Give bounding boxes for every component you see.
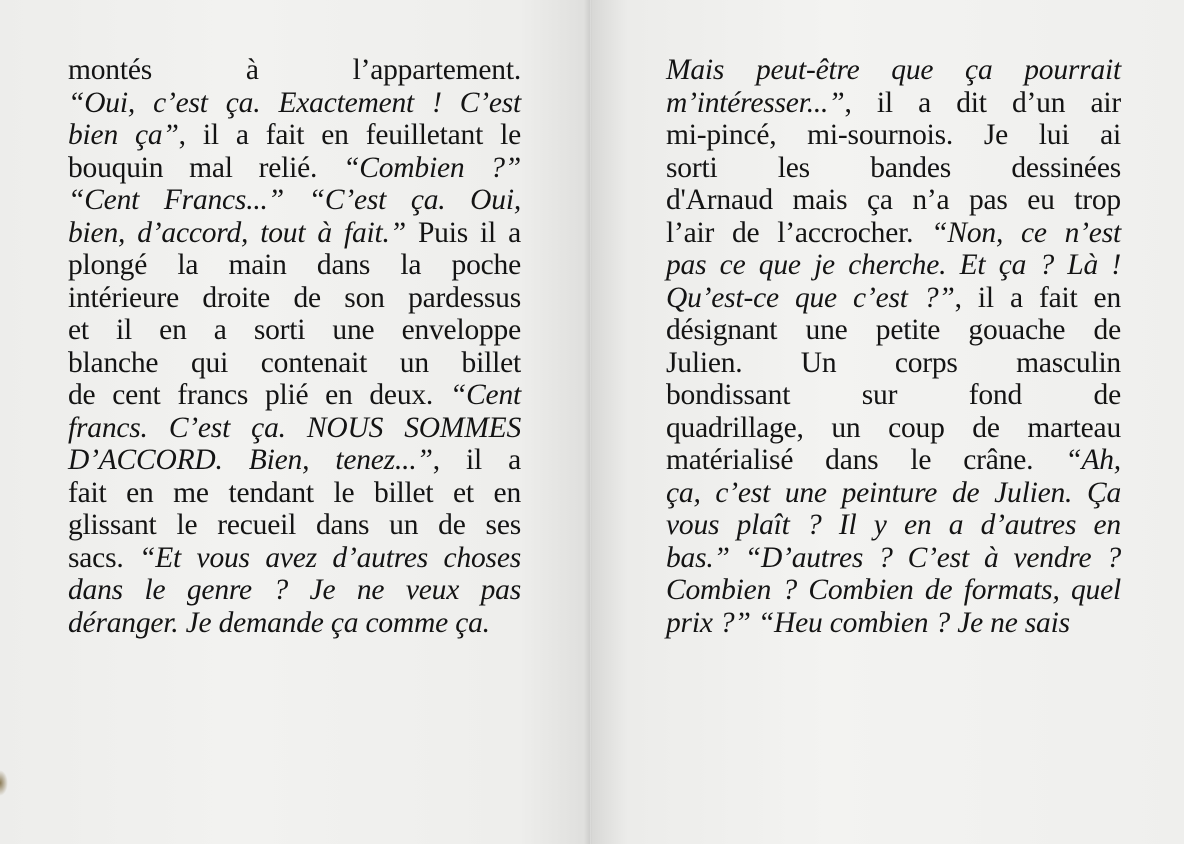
- right-text-line: [666, 509, 1121, 542]
- left-page-text: [68, 54, 521, 639]
- right-text-line: [666, 379, 1121, 412]
- left-text-line: [68, 509, 521, 542]
- text-run: quadrillage, un coup de marteau: [666, 411, 1121, 444]
- left-text-line: [68, 412, 521, 445]
- right-text-line: [666, 314, 1121, 347]
- text-run: montés à l’appartement.: [68, 54, 521, 86]
- right-text-line: [666, 542, 1121, 575]
- text-run: d'Arnaud mais ça n’a pas eu trop: [666, 184, 1121, 216]
- italic-text-run: “Combien ?”: [343, 151, 521, 184]
- right-text-line: [666, 54, 1121, 87]
- italic-text-run: “Cent Francs...” “C’est ça. Oui,: [68, 184, 521, 216]
- right-text-line: [666, 87, 1121, 120]
- italic-text-run: francs. C’est ça. NOUS SOMMES: [68, 411, 521, 444]
- right-page: [592, 0, 1184, 844]
- text-run: , il a: [432, 444, 521, 476]
- right-text-line: [666, 347, 1121, 380]
- right-text-line: [666, 282, 1121, 315]
- right-page-text: [666, 54, 1121, 639]
- left-text-line: [68, 282, 521, 315]
- left-text-line: [68, 542, 521, 575]
- text-run: désignant une petite gouache de: [666, 314, 1121, 346]
- left-text-line: [68, 184, 521, 217]
- text-run: et il en a sorti une enveloppe: [68, 314, 521, 346]
- italic-text-run: déranger. Je demande ça comme ça.: [68, 606, 490, 639]
- text-run: blanche qui contenait un billet: [68, 346, 521, 379]
- left-text-line: [68, 379, 521, 412]
- left-text-line: [68, 574, 521, 607]
- text-run: plongé la main dans la poche: [68, 249, 521, 281]
- italic-text-run: “Oui, c’est ça. Exactement ! C’est: [68, 86, 521, 119]
- left-page: [0, 0, 590, 844]
- text-run: , il a fait en feuilletant le: [178, 119, 521, 151]
- left-text-line: [68, 152, 521, 185]
- text-run: bondissant sur fond de: [666, 379, 1121, 411]
- text-run: , il a fait en: [954, 281, 1121, 314]
- italic-text-run: pas ce que je cherche. Et ça ? Là !: [666, 249, 1121, 281]
- text-run: sorti les bandes dessinées: [666, 151, 1121, 184]
- text-run: sacs.: [68, 541, 140, 574]
- right-text-line: [666, 574, 1121, 607]
- italic-text-run: Combien ? Combien de formats, quel: [666, 574, 1121, 606]
- text-run: , il a dit d’un air: [844, 86, 1121, 119]
- left-text-line: [68, 54, 521, 87]
- right-text-line: [666, 119, 1121, 152]
- right-text-line: [666, 249, 1121, 282]
- text-run: l’air de l’accrocher.: [666, 216, 932, 249]
- italic-text-run: bien ça”: [68, 119, 179, 151]
- italic-text-run: “Non, ce n’est: [931, 216, 1121, 249]
- italic-text-run: “Ah,: [1065, 444, 1121, 476]
- left-text-line: [68, 249, 521, 282]
- text-run: Julien. Un corps masculin: [666, 346, 1121, 379]
- italic-text-run: Mais peut-être que ça pourrait: [666, 54, 1121, 86]
- left-text-line: [68, 477, 521, 510]
- italic-text-run: m’intéresser...”: [666, 86, 845, 119]
- italic-text-run: Qu’est-ce que c’est ?”: [666, 281, 955, 314]
- right-text-line: [666, 412, 1121, 445]
- text-run: matérialisé dans le crâne.: [666, 444, 1066, 476]
- left-text-line: [68, 347, 521, 380]
- left-text-line: [68, 607, 521, 640]
- right-text-line: [666, 152, 1121, 185]
- right-text-line: [666, 444, 1121, 477]
- right-text-line: [666, 477, 1121, 510]
- text-run: mi-pincé, mi-sournois. Je lui ai: [666, 119, 1121, 151]
- page-edge-stain: [0, 770, 8, 796]
- right-text-line: [666, 184, 1121, 217]
- left-text-line: [68, 119, 521, 152]
- italic-text-run: ça, c’est une peinture de Julien. Ça: [666, 476, 1121, 509]
- italic-text-run: “Cent: [449, 379, 521, 411]
- text-run: fait en me tendant le billet et en: [68, 476, 521, 509]
- text-run: glissant le recueil dans un de ses: [68, 509, 521, 541]
- italic-text-run: D’ACCORD. Bien, tenez...”: [68, 444, 433, 476]
- text-run: intérieure droite de son pardessus: [68, 281, 521, 314]
- left-text-line: [68, 444, 521, 477]
- italic-text-run: “Et vous avez d’autres choses: [139, 541, 521, 574]
- italic-text-run: bas.” “D’autres ? C’est à vendre ?: [666, 541, 1121, 574]
- left-text-line: [68, 87, 521, 120]
- italic-text-run: vous plaît ? Il y en a d’autres en: [666, 509, 1121, 541]
- italic-text-run: bien, d’accord, tout à fait.”: [68, 216, 406, 249]
- right-text-line: [666, 607, 1121, 640]
- text-run: bouquin mal relié.: [68, 151, 344, 184]
- italic-text-run: prix ?” “Heu combien ? Je ne sais: [666, 606, 1070, 639]
- text-run: Puis il a: [405, 216, 521, 249]
- right-text-line: [666, 217, 1121, 250]
- left-text-line: [68, 217, 521, 250]
- left-text-line: [68, 314, 521, 347]
- italic-text-run: dans le genre ? Je ne veux pas: [68, 574, 521, 606]
- text-run: de cent francs plié en deux.: [68, 379, 450, 411]
